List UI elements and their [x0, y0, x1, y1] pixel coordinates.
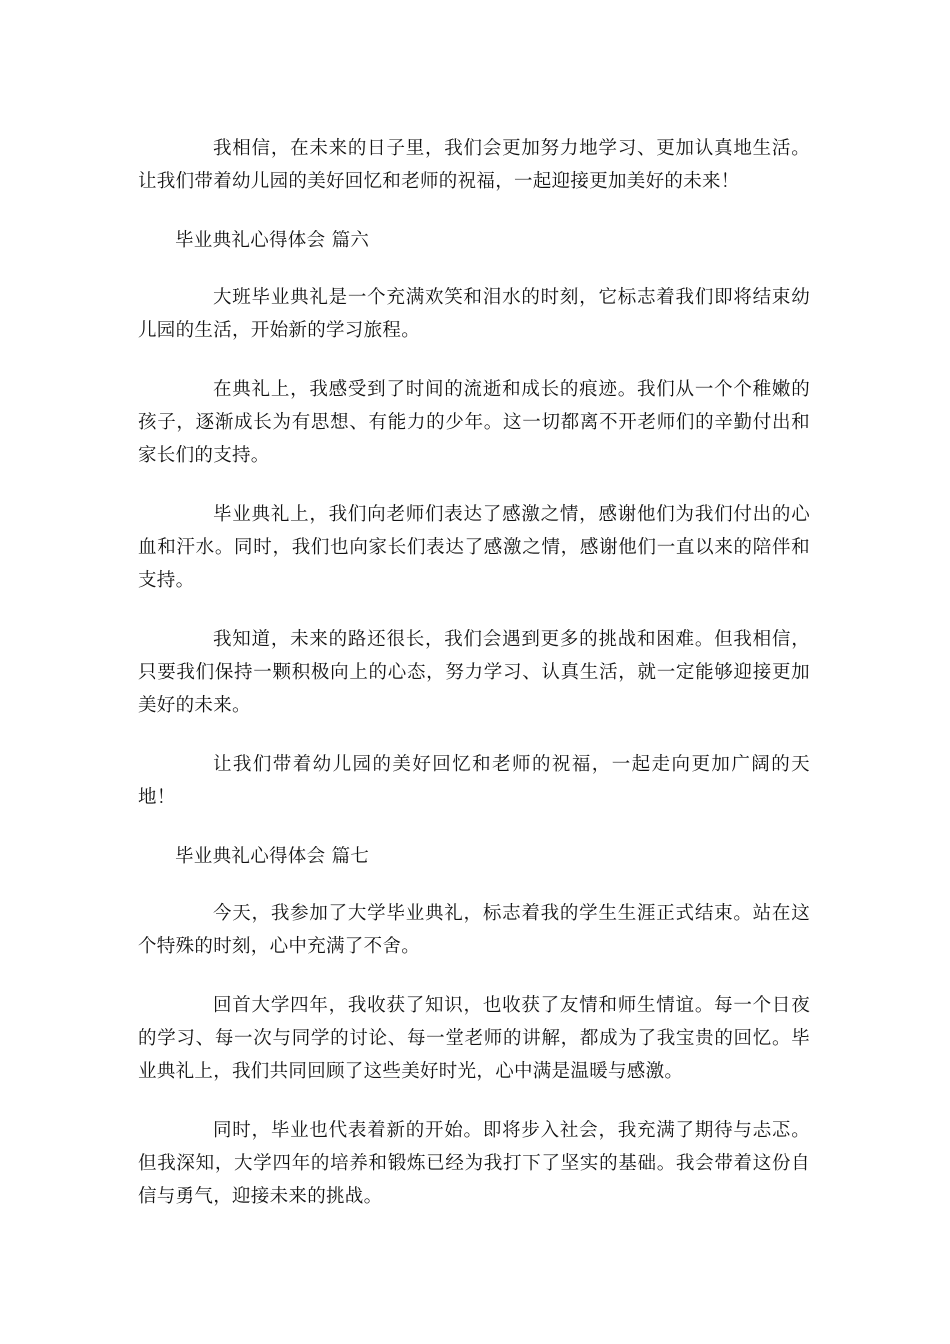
paragraph: 今天，我参加了大学毕业典礼，标志着我的学生生涯正式结束。站在这个特殊的时刻，心中充满了不舍。 — [138, 903, 810, 957]
document-body — [138, 132, 810, 1239]
section-heading: 毕业典礼心得体会 篇六 — [175, 230, 370, 251]
paragraph: 我知道，未来的路还很长，我们会遇到更多的挑战和困难。但我相信，只要我们保持一颗积极向上的心态，努力学习、认真生活，就一定能够迎接更加美好的未来。 — [138, 629, 810, 716]
paragraph: 毕业典礼上，我们向老师们表达了感激之情，感谢他们为我们付出的心血和汗水。同时，我们也向家长们表达了感激之情，感谢他们一直以来的陪伴和支持。 — [138, 504, 810, 591]
paragraph: 大班毕业典礼是一个充满欢笑和泪水的时刻，它标志着我们即将结束幼儿园的生活，开始新的学习旅程。 — [138, 287, 810, 341]
paragraph: 在典礼上，我感受到了时间的流逝和成长的痕迹。我们从一个个稚嫩的孩子，逐渐成长为有思想、有能力的少年。这一切都离不开老师们的辛勤付出和家长们的支持。 — [138, 379, 810, 466]
paragraph: 让我们带着幼儿园的美好回忆和老师的祝福，一起走向更加广阔的天地！ — [138, 754, 810, 808]
paragraph: 回首大学四年，我收获了知识，也收获了友情和师生情谊。每一个日夜的学习、每一次与同学的讨论、每一堂老师的讲解，都成为了我宝贵的回忆。毕业典礼上，我们共同回顾了这些美好时光，心中满是温暖与感激。 — [138, 995, 810, 1082]
section-heading: 毕业典礼心得体会 篇七 — [175, 846, 370, 867]
paragraph: 我相信，在未来的日子里，我们会更加努力地学习、更加认真地生活。让我们带着幼儿园的美好回忆和老师的祝福，一起迎接更加美好的未来！ — [138, 138, 810, 192]
paragraph: 同时，毕业也代表着新的开始。即将步入社会，我充满了期待与忐忑。但我深知，大学四年的培养和锻炼已经为我打下了坚实的基础。我会带着这份自信与勇气，迎接未来的挑战。 — [138, 1120, 810, 1207]
